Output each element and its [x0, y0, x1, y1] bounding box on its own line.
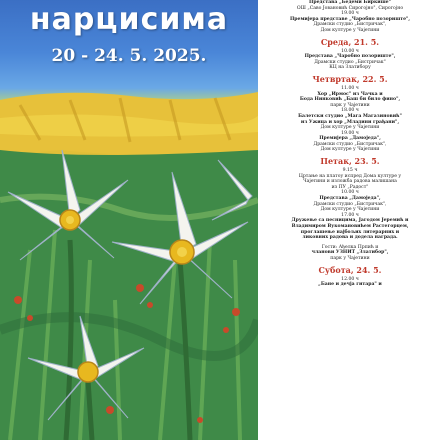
- schedule-line: Премијера „Дамоједа",: [319, 136, 381, 142]
- schedule-line: Драмски студио „Бистричак": [314, 59, 386, 65]
- schedule-line: Дом културе у Чајетини: [320, 207, 380, 213]
- schedule-line: Цртање на платоу испред Дома културе у: [298, 173, 402, 179]
- poster-dates: 20 - 24. 5. 2025.: [51, 46, 207, 66]
- schedule-line: Чајетини и изложба радова малишана: [303, 179, 397, 185]
- day-heading-saturday: Субота, 24. 5.: [318, 264, 382, 275]
- schedule-line: 9.15 ч: [342, 168, 358, 174]
- schedule-line: 17.00 ч: [341, 212, 359, 218]
- schedule-line: Премијера представе „Чаробно позориште",: [289, 16, 411, 22]
- schedule-line: Дружење са песницима, Јагодом Јеремић и: [291, 218, 409, 224]
- schedule-line: Представа „Бедеми Биркише": [309, 0, 391, 5]
- schedule-line: 12.00 ч: [341, 276, 359, 282]
- schedule-line: 10.00 ч: [341, 190, 359, 196]
- schedule-line: 19.00 ч: [341, 11, 359, 17]
- schedule-wednesday-block: [262, 49, 438, 71]
- schedule-line: Балетски студио „Мага Магазиновић": [298, 113, 402, 119]
- schedule-line: Драмски студио „Бистричак",: [313, 141, 387, 147]
- schedule-line: Драмски студио „Бистричак",: [313, 201, 387, 207]
- schedule-line: из ПУ „Радост": [331, 184, 369, 190]
- schedule-line: ОШ „Саво Јовановић Сирогојно", Сирогојно: [296, 5, 404, 11]
- schedule-line: Бода Нинковић „Баш би било фино",: [299, 97, 401, 103]
- schedule-thursday-block: [262, 86, 438, 153]
- yellow-field: [0, 92, 258, 156]
- schedule-line: КЦ на Златибору: [329, 65, 371, 71]
- schedule-line: „Бане и дечја гитара" и: [318, 282, 382, 288]
- festival-schedule: [262, 0, 438, 440]
- poster-title: нарцисима: [29, 2, 229, 37]
- schedule-line: 11.00 ч: [341, 85, 359, 91]
- schedule-friday-block: [262, 168, 438, 262]
- schedule-line: Представа „Дамоједа",: [319, 196, 381, 202]
- schedule-line: 10.00 ч: [341, 48, 359, 54]
- schedule-line: 19.00 ч: [341, 130, 359, 136]
- day-heading-friday: Петак, 23. 5.: [320, 156, 380, 167]
- schedule-line: Дом културе у Чајетини: [320, 125, 380, 131]
- schedule-line: Хор „Ирмос" из Чачка и: [317, 91, 383, 97]
- day-heading-wednesday: Среда, 21. 5.: [320, 36, 380, 47]
- schedule-line: Дом културе у Чајетини: [320, 147, 380, 153]
- schedule-line: 18.00 ч: [341, 108, 359, 114]
- schedule-line: парк у Чајетини: [330, 255, 370, 261]
- schedule-line: Гости: Ађелка Прпић и: [321, 244, 379, 250]
- day-heading-thursday: Четвртак, 22. 5.: [312, 73, 388, 84]
- schedule-line: ликовних радова и додела награда.: [302, 235, 398, 241]
- schedule-line: парк у Чајетини: [330, 102, 370, 108]
- schedule-line: чланови УЗНИТ „Златибор",: [311, 250, 389, 256]
- schedule-line: Дом културе у Чајетини: [320, 27, 380, 33]
- schedule-line: Владимиром Вукомановићем Растегорцем,: [291, 224, 409, 229]
- schedule-top-block: [262, 0, 438, 34]
- schedule-line: Драмски студио „Бистричак",: [313, 22, 387, 28]
- schedule-line: Представа „Чаробно позориште",: [304, 54, 396, 60]
- schedule-line: из Ужица и хор „Младини грађани",: [300, 119, 400, 125]
- green-grass: [0, 150, 258, 440]
- schedule-saturday-block: [262, 277, 438, 288]
- schedule-line: проглашење најбољих литерарних и: [300, 229, 400, 235]
